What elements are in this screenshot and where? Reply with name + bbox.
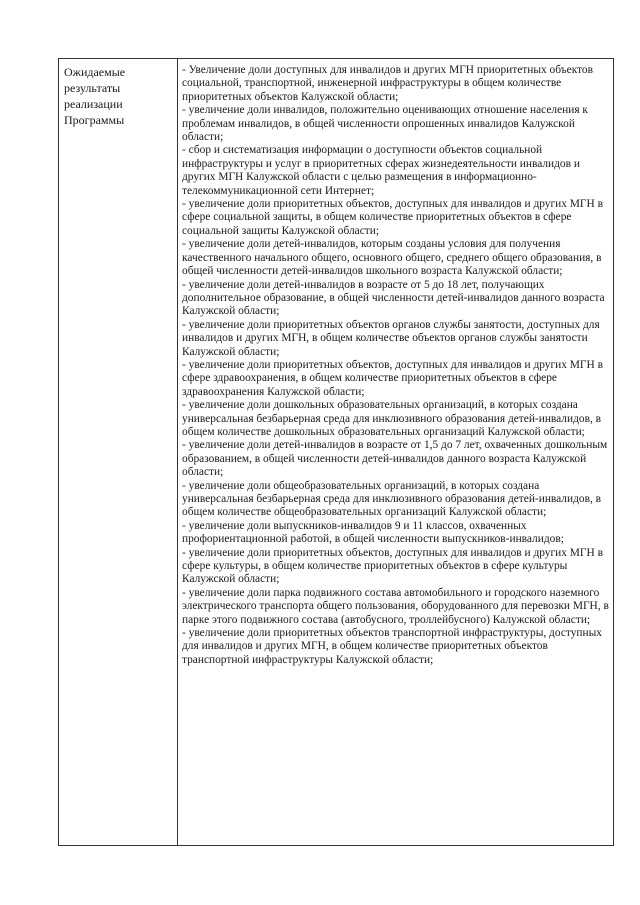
list-item: - увеличение доли приоритетных объектов, доступных для инвалидов и других МГН в сфере культуры, в общем количестве приоритетных объектов в сфере культуры Калужской области;: [182, 546, 603, 586]
list-item: - увеличение доли детей-инвалидов в возрасте от 1,5 до 7 лет, охваченных дошкольным образованием, в общей численности детей-инвалидов данного возраста Калужской области;: [182, 439, 608, 479]
label-cell: [59, 59, 178, 846]
list-item: - увеличение доли детей-инвалидов, которым созданы условия для получения качественного начального общего, основного общего, среднего общего образования, в общей численности детей-инвалидов школьного возраста Калужской области;: [182, 238, 602, 278]
list-item: - увеличение доли приоритетных объектов органов службы занятости, доступных для инвалидов и других МГН, в общем количестве объектов органов службы занятости Калужской области;: [182, 318, 600, 358]
list-item: - сбор и систематизация информации о доступности объектов социальной инфраструктуры и услуг в приоритетных сферах жизнедеятельности инвалидов и других МГН Калужской области с целью размещения в информационно-телекоммуникационной сети Интернет;: [182, 144, 580, 197]
list-item: - Увеличение доли доступных для инвалидов и других МГН приоритетных объектов социальной, транспортной, инженерной инфраструктуры в общем количестве приоритетных объектов Калужской области;: [182, 64, 593, 103]
list-item: - увеличение доли приоритетных объектов, доступных для инвалидов и других МГН в сфере здравоохранения, в общем количестве приоритетных объектов в сфере здравоохранения Калужской области;: [182, 358, 603, 398]
list-item: - увеличение доли приоритетных объектов, доступных для инвалидов и других МГН в сфере социальной защиты, в общем количестве приоритетных объектов в сфере социальной защиты Калужской области;: [182, 198, 603, 237]
results-list: [178, 59, 613, 845]
list-item: - увеличение доли детей-инвалидов в возрасте от 5 до 18 лет, получающих дополнительное образование, в общей численности детей-инвалидов данного возраста Калужской области;: [182, 278, 605, 318]
row-label: Ожидаемые результаты реализации Программы: [64, 65, 126, 127]
list-item: - увеличение доли дошкольных образовательных организаций, в которых создана универсальная безбарьерная среда для инклюзивного образования детей-инвалидов, в общем количестве дошкольных образовательных организаций Калужской области;: [182, 399, 602, 438]
list-item: - увеличение доли инвалидов, положительно оценивающих отношение населения к проблемам инвалидов, в общей численности опрошенных инвалидов Калужской области;: [182, 104, 588, 144]
content-cell: [178, 59, 614, 846]
list-item: - увеличение доли выпускников-инвалидов 9 и 11 классов, охваченных профориентационной работой, в общей численности выпускников-инвалидов;: [182, 519, 564, 546]
list-item: - увеличение доли приоритетных объектов транспортной инфраструктуры, доступных для инвалидов и других МГН, в общем количестве приоритетных объектов транспортной инфраструктуры Калужской области;: [182, 627, 602, 666]
list-item: - увеличение доли парка подвижного состава автомобильного и городского наземного электрического транспорта общего пользования, оборудованного для перевозки МГН, в парке этого подвижного состава (автобусного, троллейбусного) Калужской области;: [182, 586, 609, 626]
program-results-table: [58, 58, 614, 846]
list-item: - увеличение доли общеобразовательных организаций, в которых создана универсальная безбарьерная среда для инклюзивного образования детей-инвалидов, в общем количестве общеобразовательных организаций Калужской области;: [182, 479, 602, 519]
table-row: [59, 59, 614, 846]
